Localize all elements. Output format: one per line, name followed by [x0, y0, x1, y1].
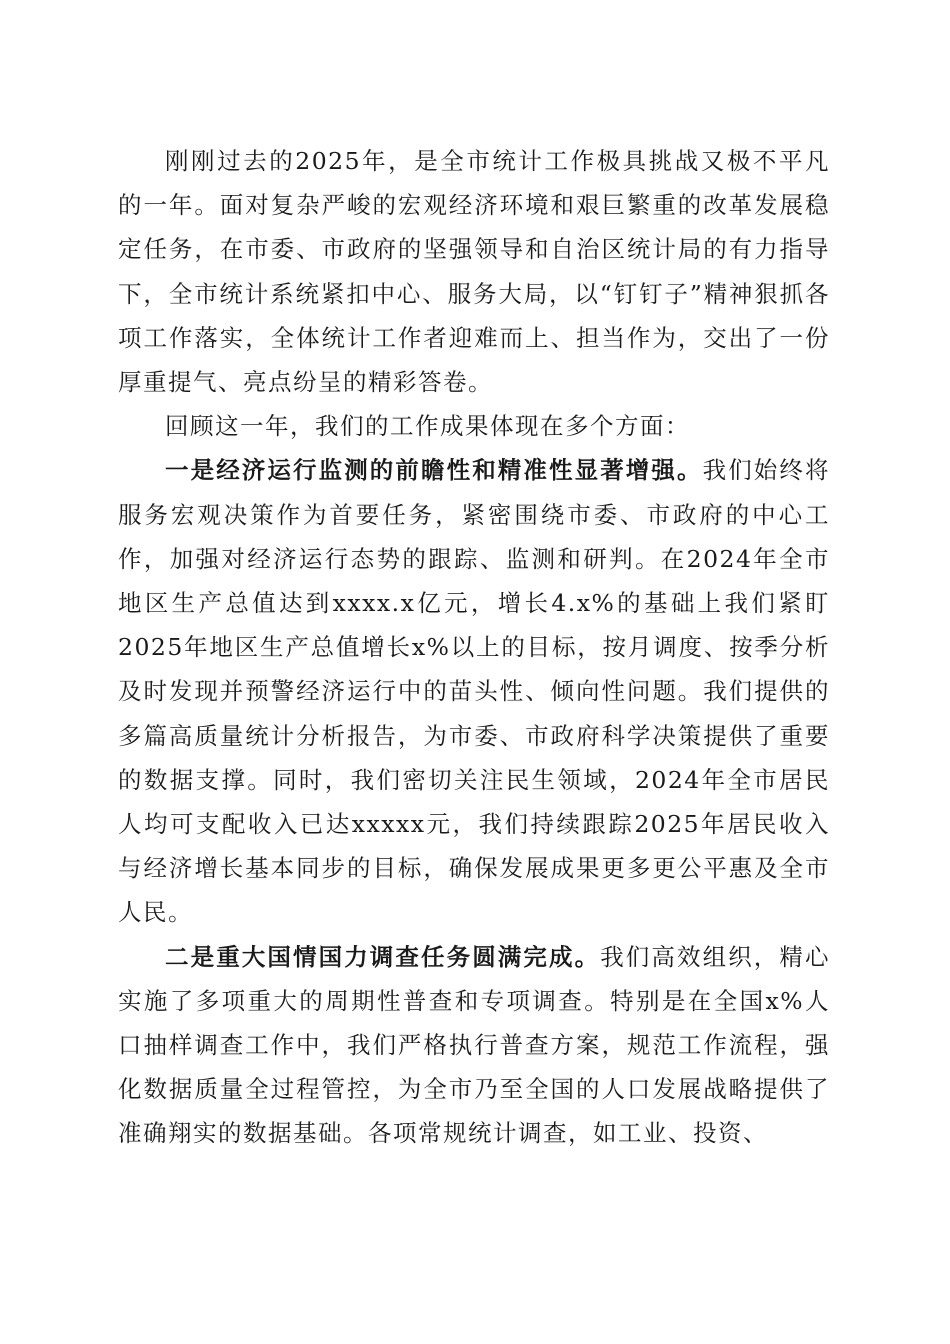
paragraph-text: 刚刚过去的2025年，是全市统计工作极具挑战又极不平凡的一年。面对复杂严峻的宏观经济环境和艰巨繁重的改革发展稳定任务，在市委、市政府的坚强领导和自治区统计局的有力指导下，全市统计系统紧扣中心、服务大局，以“钉钉子”精神狠抓各项工作落实，全体统计工作者迎难而上、担当作为，交出了一份厚重提气、亮点纷呈的精彩答卷。 — [118, 147, 830, 397]
paragraph-lead: 二是重大国情国力调查任务圆满完成。 — [165, 942, 601, 971]
paragraph-text: 我们高效组织，精心实施了多项重大的周期性普查和专项调查。特别是在全国x%人口抽样调查工作中，我们严格执行普查方案，规范工作流程，强化数据质量全过程管控，为全市乃至全国的人口发展战略提供了准确翔实的数据基础。各项常规统计调查，如工业、投资、 — [118, 942, 831, 1148]
paragraph-lead: 一是经济运行监测的前瞻性和精准性显著增强。 — [165, 456, 703, 485]
paragraph-point-one — [118, 448, 830, 934]
paragraph-text: 我们始终将服务宏观决策作为首要任务，紧密围绕市委、市政府的中心工作，加强对经济运行态势的跟踪、监测和研判。在2024年全市地区生产总值达到xxxx.x亿元，增长4.x%的基础上我们紧盯2025年地区生产总值增长x%以上的目标，按月调度、按季分析及时发现并预警经济运行中的苗头性、倾向性问题。我们提供的多篇高质量统计分析报告，为市委、市政府科学决策提供了重要的数据支撑。同时，我们密切关注民生领域，2024年全市居民人均可支配收入已达xxxxx元，我们持续跟踪2025年居民收入与经济增长基本同步的目标，确保发展成果更多更公平惠及全市人民。 — [118, 456, 831, 927]
paragraph-point-two — [118, 935, 830, 1156]
document-page — [118, 139, 830, 1156]
paragraph-text: 回顾这一年，我们的工作成果体现在多个方面： — [165, 412, 690, 441]
paragraph-intro — [118, 139, 830, 404]
paragraph-review — [118, 404, 830, 448]
